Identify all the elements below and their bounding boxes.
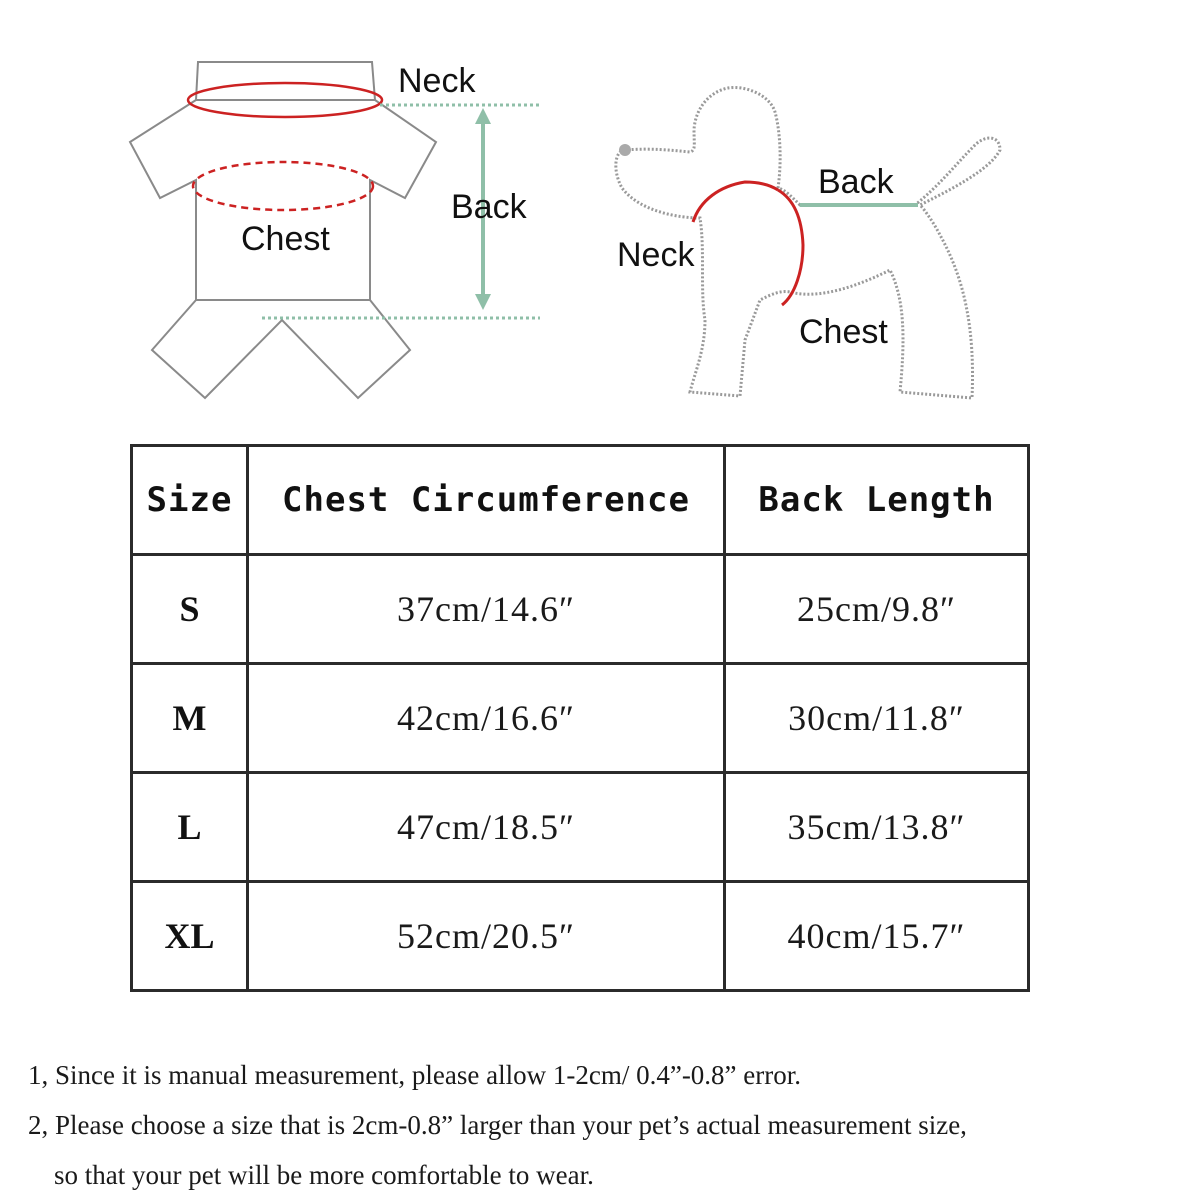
header-size: Size	[132, 446, 248, 555]
garment-body	[130, 100, 436, 300]
table-row	[132, 773, 1029, 882]
chest-measure-ellipse	[193, 162, 373, 210]
back-cell: 40cm/15.7″	[725, 882, 1029, 991]
size-cell: S	[132, 555, 248, 664]
dog-illustration	[616, 87, 1000, 398]
table-row	[132, 664, 1029, 773]
measurement-notes	[28, 1050, 1178, 1200]
size-cell: XL	[132, 882, 248, 991]
note-line-2: 2, Please choose a size that is 2cm-0.8” larger than your pet’s actual measurement size,	[28, 1110, 967, 1140]
dog-neck-label: Neck	[617, 236, 695, 274]
note-line-3: so that your pet will be more comfortable to wear.	[54, 1160, 594, 1190]
garment-illustration	[130, 62, 540, 398]
chest-cell: 47cm/18.5″	[248, 773, 725, 882]
dog-neck-measure	[693, 182, 778, 222]
size-table	[130, 444, 1030, 992]
arrow-head-bottom	[475, 294, 491, 310]
back-cell: 30cm/11.8″	[725, 664, 1029, 773]
chest-cell: 37cm/14.6″	[248, 555, 725, 664]
dog-nose	[619, 144, 631, 156]
size-cell: M	[132, 664, 248, 773]
garment-back-label: Back	[451, 188, 527, 226]
table-header-row	[132, 446, 1029, 555]
garment-chest-label: Chest	[241, 220, 330, 258]
garment-legs	[152, 300, 410, 398]
header-chest-circumference: Chest Circumference	[248, 446, 725, 555]
table-row	[132, 882, 1029, 991]
arrow-head-top	[475, 108, 491, 124]
dog-chest-measure	[778, 190, 803, 305]
garment-neck-label: Neck	[398, 62, 476, 100]
chest-cell: 52cm/20.5″	[248, 882, 725, 991]
measurement-diagram	[0, 0, 1200, 430]
table-row	[132, 555, 1029, 664]
garment-collar	[196, 62, 375, 100]
chest-cell: 42cm/16.6″	[248, 664, 725, 773]
dog-chest-label: Chest	[799, 313, 888, 351]
size-cell: L	[132, 773, 248, 882]
note-line-1: 1, Since it is manual measurement, please allow 1-2cm/ 0.4”-0.8” error.	[28, 1060, 802, 1090]
back-cell: 25cm/9.8″	[725, 555, 1029, 664]
dog-back-label: Back	[818, 163, 894, 201]
header-back-length: Back Length	[725, 446, 1029, 555]
back-cell: 35cm/13.8″	[725, 773, 1029, 882]
